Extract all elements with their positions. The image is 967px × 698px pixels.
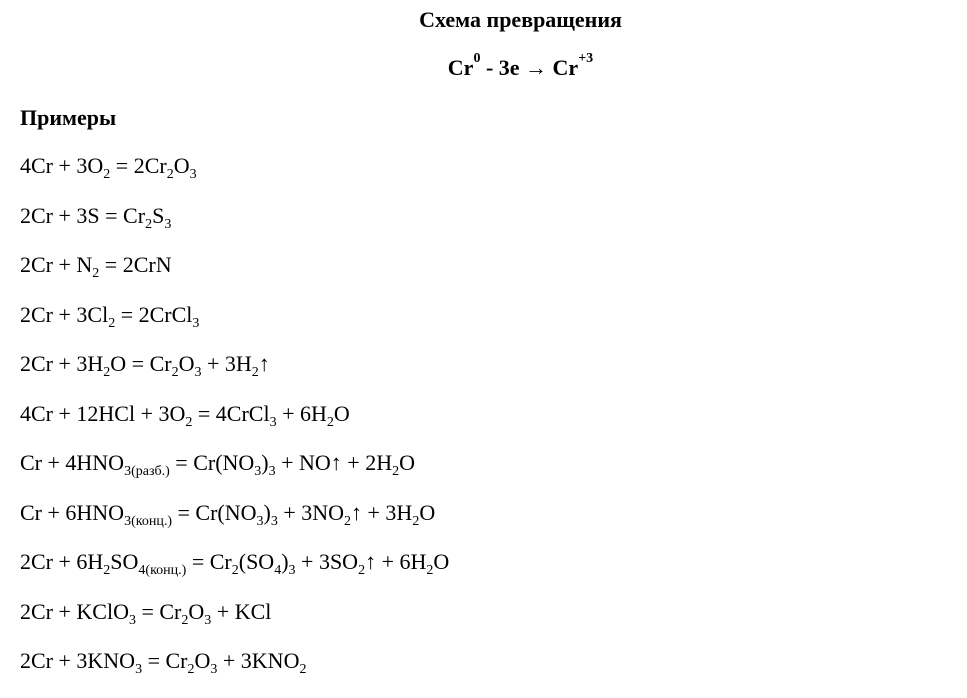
equation-text: + 3NO — [277, 499, 345, 525]
equation-text: = Cr — [142, 648, 188, 673]
equation-subscript: 2 — [145, 216, 153, 232]
equation-text: ) — [261, 450, 269, 475]
equation-subscript: 2 — [103, 563, 111, 578]
equation-subscript: 3 — [135, 662, 143, 677]
equation-text: 2Cr + 3KNO — [20, 648, 136, 673]
scheme-electron-transfer: - 3e → — [480, 55, 553, 80]
equation-text: = Cr — [135, 598, 182, 624]
equation-text: = 4CrCl — [192, 400, 270, 426]
equation-subscript: 2 — [187, 662, 195, 677]
equation-subscript: 2 — [344, 513, 352, 529]
equation-line — [20, 203, 449, 253]
equation-line — [20, 153, 449, 203]
equation-subscript: 3 — [128, 612, 136, 628]
scheme-oxidation-to: +3 — [578, 51, 594, 66]
equation-text: O = Cr — [110, 351, 172, 376]
equation-subscript: 3 — [204, 612, 212, 628]
equation-subscript: 2 — [426, 563, 434, 578]
equation-subscript: 3 — [288, 563, 296, 578]
equation-list — [20, 153, 449, 698]
equation-line — [20, 302, 449, 352]
equation-subscript: 2 — [103, 167, 111, 182]
equation-subscript: 4 — [274, 563, 282, 578]
equation-text: O — [173, 153, 190, 178]
equation-subscript: 3 — [192, 315, 200, 331]
equation-text: + 3H — [201, 351, 252, 376]
examples-heading: Примеры — [20, 105, 117, 130]
scheme-oxidation-from: 0 — [473, 51, 481, 66]
equation-subscript: 2 — [185, 414, 193, 430]
equation-line — [20, 450, 449, 500]
equation-subscript: 3(конц.) — [124, 513, 172, 529]
equation-subscript: 3 — [256, 513, 264, 529]
equation-subscript: 3(разб.) — [124, 464, 170, 479]
equation-subscript: 3 — [210, 662, 218, 677]
equation-subscript: 2 — [326, 414, 334, 430]
equation-subscript: 2 — [171, 365, 179, 380]
equation-line — [20, 351, 449, 401]
equation-text: 2Cr + 3S = Cr — [20, 202, 146, 228]
equation-text: O — [399, 450, 415, 475]
equation-subscript: 2 — [251, 365, 259, 380]
equation-subscript: 4(конц.) — [138, 563, 187, 578]
scheme-element-to: Cr — [552, 55, 579, 80]
equation-subscript: 3 — [194, 365, 202, 380]
equation-text: O — [178, 351, 195, 376]
equation-text: ) — [281, 549, 289, 574]
equation-text: O — [419, 499, 436, 525]
equation-subscript: 2 — [103, 365, 111, 380]
equation-subscript: 2 — [358, 563, 366, 578]
equation-text: SO — [110, 549, 139, 574]
equation-text: 2Cr + KClO — [20, 598, 129, 624]
equation-subscript: 2 — [108, 315, 116, 331]
equation-text: 2Cr + N — [20, 252, 93, 277]
equation-text: 2Cr + 6H — [20, 549, 104, 574]
equation-text: 2Cr + 3Cl — [20, 301, 109, 327]
equation-subscript: 3 — [268, 464, 276, 479]
equation-text: + KCl — [211, 598, 272, 624]
equation-subscript: 2 — [392, 464, 400, 479]
equation-text: + 6H — [276, 400, 327, 426]
equation-text: 2Cr + 3H — [20, 351, 104, 376]
equation-text: O — [333, 400, 350, 426]
equation-subscript: 2 — [92, 266, 100, 281]
equation-line — [20, 401, 449, 451]
equation-text: Cr + 6HNO — [20, 499, 125, 525]
equation-text: = Cr(NO — [171, 499, 257, 525]
equation-text: (SO — [238, 549, 275, 574]
equation-subscript: 3 — [269, 414, 277, 430]
equation-text: O — [188, 598, 205, 624]
equation-text: 4Cr + 12HCl + 3O — [20, 400, 186, 426]
equation-text: O — [194, 648, 211, 673]
equation-text: ↑ + 6H — [365, 549, 427, 574]
equation-text: O — [433, 549, 450, 574]
equation-text: ↑ + 3H — [351, 499, 413, 525]
equation-line — [20, 252, 449, 302]
scheme-element-from: Cr — [447, 55, 474, 80]
equation-text: = 2CrCl — [115, 301, 193, 327]
equation-text: + 3KNO — [217, 648, 300, 673]
equation-text: ) — [263, 499, 271, 525]
equation-text: S — [152, 202, 165, 228]
equation-text: = 2Cr — [110, 153, 167, 178]
equation-subscript: 3 — [270, 513, 278, 529]
equation-subscript: 2 — [299, 662, 307, 677]
equation-text: Cr + 4HNO — [20, 450, 125, 475]
equation-line — [20, 648, 449, 698]
equation-line — [20, 500, 449, 550]
equation-text: + 3SO — [295, 549, 359, 574]
equation-subscript: 3 — [164, 216, 172, 232]
equation-text: ↑ — [258, 351, 270, 376]
equation-subscript: 2 — [231, 563, 239, 578]
transformation-scheme — [0, 51, 967, 81]
equation-text: = Cr — [186, 549, 232, 574]
equation-subscript: 2 — [412, 513, 420, 529]
equation-subscript: 3 — [189, 167, 197, 182]
equation-line — [20, 599, 449, 649]
equation-subscript: 3 — [254, 464, 262, 479]
equation-text: + NO↑ + 2H — [275, 450, 393, 475]
equation-text: 4Cr + 3O — [20, 153, 104, 178]
equation-subscript: 2 — [166, 167, 174, 182]
equation-subscript: 2 — [181, 612, 189, 628]
document-title: Схема превращения — [419, 7, 622, 32]
equation-text: = 2CrN — [99, 252, 172, 277]
equation-text: = Cr(NO — [169, 450, 255, 475]
equation-line — [20, 549, 449, 599]
